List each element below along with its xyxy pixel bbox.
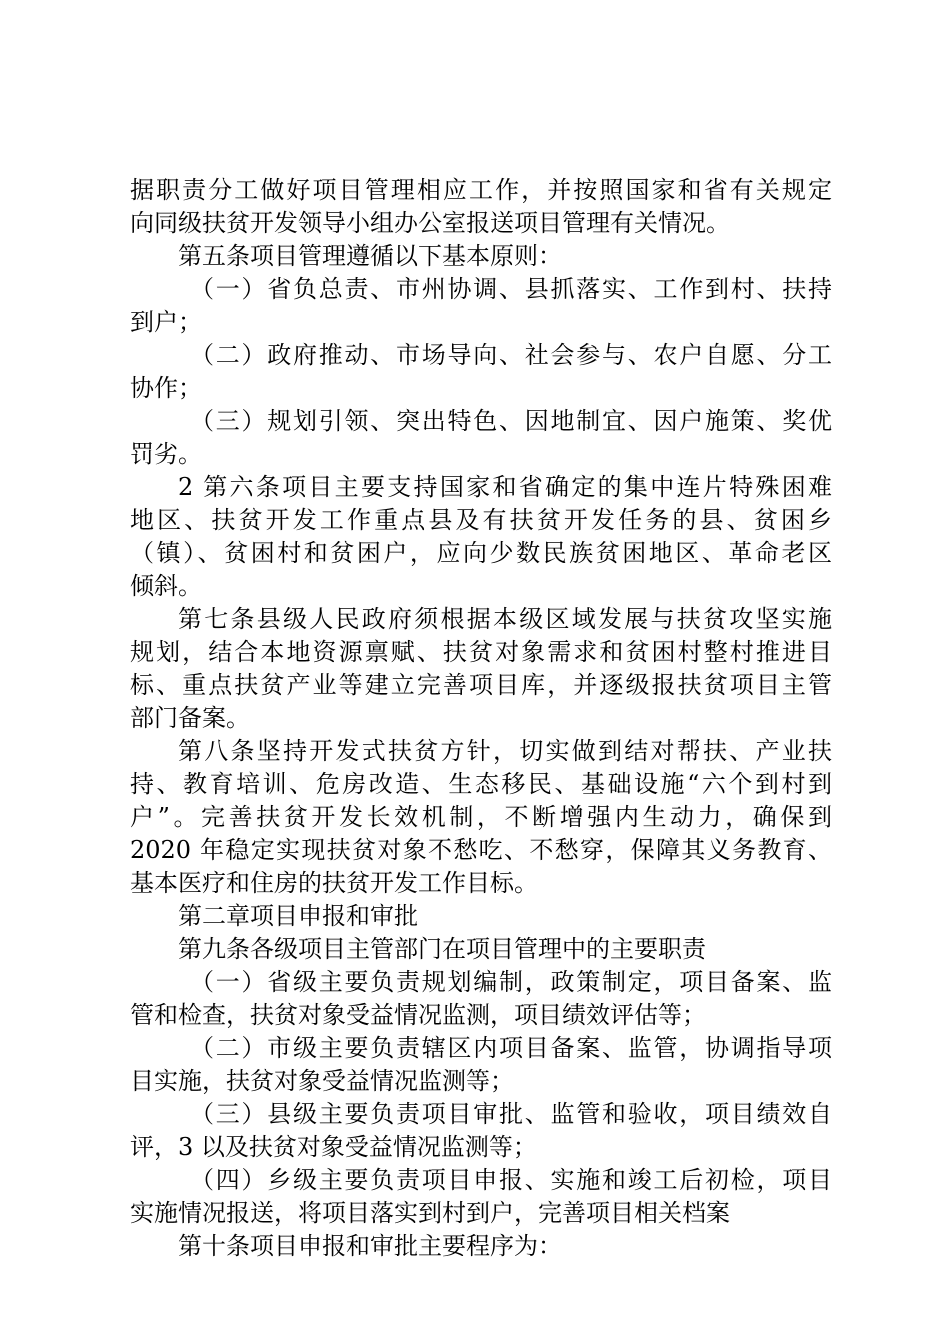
- text-line: （二）市级主要负责辖区内项目备案、监管，协调指导项: [190, 1034, 832, 1062]
- text-line: 到户；: [130, 308, 202, 336]
- text-line: 部门备案。: [130, 704, 250, 732]
- text-line: 2020 年稳定实现扶贫对象不愁吃、不愁穿，保障其义务教育、: [130, 836, 832, 864]
- text-line: 持、教育培训、危房改造、生态移民、基础设施“六个到村到: [130, 770, 832, 798]
- text-line: （镇）、贫困村和贫困户，应向少数民族贫困地区、革命老区: [130, 539, 832, 567]
- text-line: 协作；: [130, 374, 202, 402]
- text-line: 目实施，扶贫对象受益情况监测等；: [130, 1067, 514, 1095]
- text-line: 第九条各级项目主管部门在项目管理中的主要职责: [178, 935, 706, 963]
- text-line: （一）省负总责、市州协调、县抓落实、工作到村、扶持: [190, 275, 832, 303]
- text-line: 倾斜。: [130, 572, 202, 600]
- text-line: （四）乡级主要负责项目申报、实施和竣工后初检，项目: [190, 1166, 832, 1194]
- text-line: 户”。完善扶贫开发长效机制，不断增强内生动力，确保到: [130, 803, 832, 831]
- text-line: （三）规划引领、突出特色、因地制宜、因户施策、奖优: [190, 407, 832, 435]
- text-line: 2 第六条项目主要支持国家和省确定的集中连片特殊困难: [178, 473, 832, 501]
- text-line: （二）政府推动、市场导向、社会参与、农户自愿、分工: [190, 341, 832, 369]
- text-line: （一）省级主要负责规划编制，政策制定，项目备案、监: [190, 968, 832, 996]
- text-line: 罚劣。: [130, 440, 202, 468]
- text-line: 评，3 以及扶贫对象受益情况监测等；: [130, 1133, 537, 1161]
- text-line: 基本医疗和住房的扶贫开发工作目标。: [130, 869, 538, 897]
- text-line: 第二章项目申报和审批: [178, 902, 418, 930]
- text-line: （三）县级主要负责项目审批、监管和验收，项目绩效自: [190, 1100, 832, 1128]
- text-line: 地区、扶贫开发工作重点县及有扶贫开发任务的县、贫困乡: [130, 506, 832, 534]
- text-line: 第七条县级人民政府须根据本级区域发展与扶贫攻坚实施: [178, 605, 832, 633]
- text-line: 管和检查，扶贫对象受益情况监测，项目绩效评估等；: [130, 1001, 706, 1029]
- text-line: 第十条项目申报和审批主要程序为：: [178, 1232, 562, 1260]
- text-line: 据职责分工做好项目管理相应工作，并按照国家和省有关规定: [130, 176, 832, 204]
- text-line: 第八条坚持开发式扶贫方针，切实做到结对帮扶、产业扶: [178, 737, 832, 765]
- text-line: 标、重点扶贫产业等建立完善项目库，并逐级报扶贫项目主管: [130, 671, 832, 699]
- document-body: [130, 174, 832, 1263]
- text-line: 实施情况报送，将项目落实到村到户，完善项目相关档案: [130, 1199, 730, 1227]
- text-line: 规划，结合本地资源禀赋、扶贫对象需求和贫困村整村推进目: [130, 638, 832, 666]
- text-line: 向同级扶贫开发领导小组办公室报送项目管理有关情况。: [130, 209, 730, 237]
- text-line: 第五条项目管理遵循以下基本原则：: [178, 242, 562, 270]
